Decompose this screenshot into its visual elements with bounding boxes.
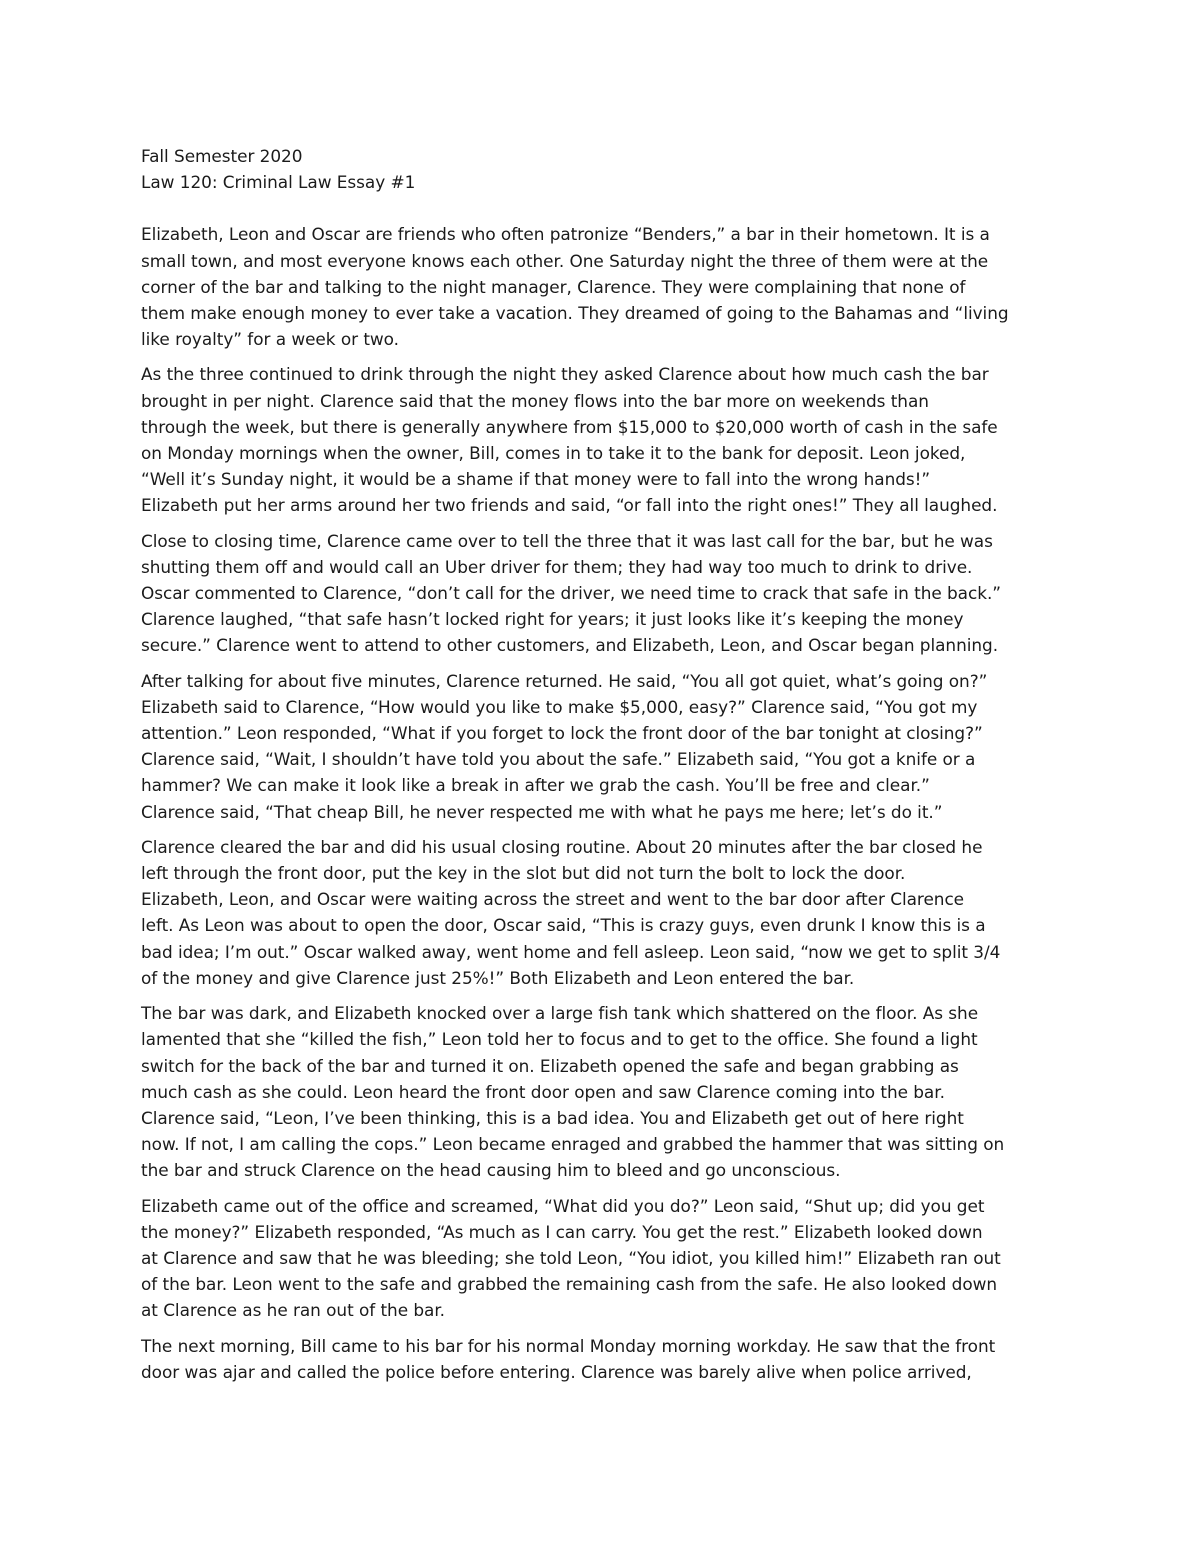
text-line: Elizabeth, Leon, and Oscar were waiting across the street and went to the bar door after Clarence [141,889,965,910]
semester-line: Fall Semester 2020 [141,146,303,166]
text-line: on Monday mornings when the owner, Bill, comes in to take it to the bank for deposit. Leon joked, [141,443,966,464]
text-line: door was ajar and called the police before entering. Clarence was barely alive when police arrived, [141,1361,972,1382]
paragraph [141,1333,1071,1385]
text-line: left through the front door, put the key in the slot but did not turn the bolt to lock the door. [141,863,906,884]
text-line: now. If not, I am calling the cops.” Leon became enraged and grabbed the hammer that was sitting on [141,1134,1005,1155]
text-line: Oscar commented to Clarence, “don’t call for the driver, we need time to crack that safe in the back.” [141,583,1001,604]
text-line: corner of the bar and talking to the night manager, Clarence. They were complaining that none of [141,276,966,297]
text-line: them make enough money to ever take a vacation. They dreamed of going to the Bahamas and “living [141,303,1009,324]
text-line: like royalty” for a week or two. [141,329,399,350]
text-line: Clarence said, “That cheap Bill, he never respected me with what he pays me here; let’s do it.” [141,801,943,822]
text-line: Elizabeth put her arms around her two friends and said, “or fall into the right ones!” They all laughed. [141,495,998,516]
text-line: The bar was dark, and Elizabeth knocked over a large fish tank which shattered on the floor. As she [141,1003,979,1024]
text-line: switch for the back of the bar and turned it on. Elizabeth opened the safe and began grabbing as [141,1055,959,1076]
text-line: Clarence said, “Wait, I shouldn’t have told you about the safe.” Elizabeth said, “You got a knife or a [141,749,976,770]
document-header [141,143,1071,195]
text-line: the bar and struck Clarence on the head causing him to bleed and go unconscious. [141,1160,841,1181]
text-line: of the bar. Leon went to the safe and grabbed the remaining cash from the safe. He also looked down [141,1274,998,1295]
text-line: at Clarence as he ran out of the bar. [141,1300,446,1321]
text-line: at Clarence and saw that he was bleeding; she told Leon, “You idiot, you killed him!” Elizabeth ran out [141,1247,1001,1268]
text-line: secure.” Clarence went to attend to other customers, and Elizabeth, Leon, and Oscar began planning. [141,635,999,656]
text-line: “Well it’s Sunday night, it would be a shame if that money were to fall into the wrong hands!” [141,469,931,490]
text-line: brought in per night. Clarence said that the money flows into the bar more on weekends than [141,390,929,411]
text-line: As the three continued to drink through the night they asked Clarence about how much cash the bar [141,364,989,385]
paragraph [141,361,1071,518]
course-title: Law 120: Criminal Law Essay #1 [141,172,416,193]
text-line: Clarence cleared the bar and did his usual closing routine. About 20 minutes after the bar closed he [141,836,983,857]
text-line: bad idea; I’m out.” Oscar walked away, went home and fell asleep. Leon said, “now we get to split 3/4 [141,941,1001,962]
paragraph [141,834,1071,991]
paragraph [141,1193,1071,1324]
text-line: left. As Leon was about to open the door, Oscar said, “This is crazy guys, even drunk I know this is a [141,915,986,936]
text-line: shutting them off and would call an Uber driver for them; they had way too much to drink to drive. [141,556,973,577]
text-line: small town, and most everyone knows each other. One Saturday night the three of them were at the [141,250,989,271]
text-line: Elizabeth said to Clarence, “How would you like to make $5,000, easy?” Clarence said, “You got my [141,696,978,717]
text-line: After talking for about five minutes, Clarence returned. He said, “You all got quiet, what’s going on?” [141,670,988,691]
text-line: much cash as she could. Leon heard the front door open and saw Clarence coming into the bar. [141,1081,945,1102]
text-line: lamented that she “killed the fish,” Leon told her to focus and to get to the office. She found a light [141,1029,978,1050]
text-line: Clarence laughed, “that safe hasn’t locked right for years; it just looks like it’s keeping the money [141,609,964,630]
document-body [141,143,1071,1394]
text-line: Close to closing time, Clarence came over to tell the three that it was last call for the bar, but he was [141,530,993,551]
text-line: Elizabeth came out of the office and screamed, “What did you do?” Leon said, “Shut up; did you get [141,1195,985,1216]
paragraph [141,668,1071,825]
text-line: The next morning, Bill came to his bar for his normal Monday morning workday. He saw that the front [141,1335,996,1356]
text-line: attention.” Leon responded, “What if you forget to lock the front door of the bar tonight at closing?” [141,723,983,744]
text-line: Clarence said, “Leon, I’ve been thinking, this is a bad idea. You and Elizabeth get out of here right [141,1107,964,1128]
text-line: through the week, but there is generally anywhere from $15,000 to $20,000 worth of cash in the safe [141,416,998,437]
paragraph [141,528,1071,659]
paragraph [141,1000,1071,1183]
text-line: Elizabeth, Leon and Oscar are friends who often patronize “Benders,” a bar in their hometown. It is a [141,224,990,245]
paragraph [141,221,1071,352]
text-line: the money?” Elizabeth responded, “As much as I can carry. You get the rest.” Elizabeth looked down [141,1221,983,1242]
text-line: hammer? We can make it look like a break in after we grab the cash. You’ll be free and clear.” [141,775,930,796]
text-line: of the money and give Clarence just 25%!” Both Elizabeth and Leon entered the bar. [141,967,855,988]
